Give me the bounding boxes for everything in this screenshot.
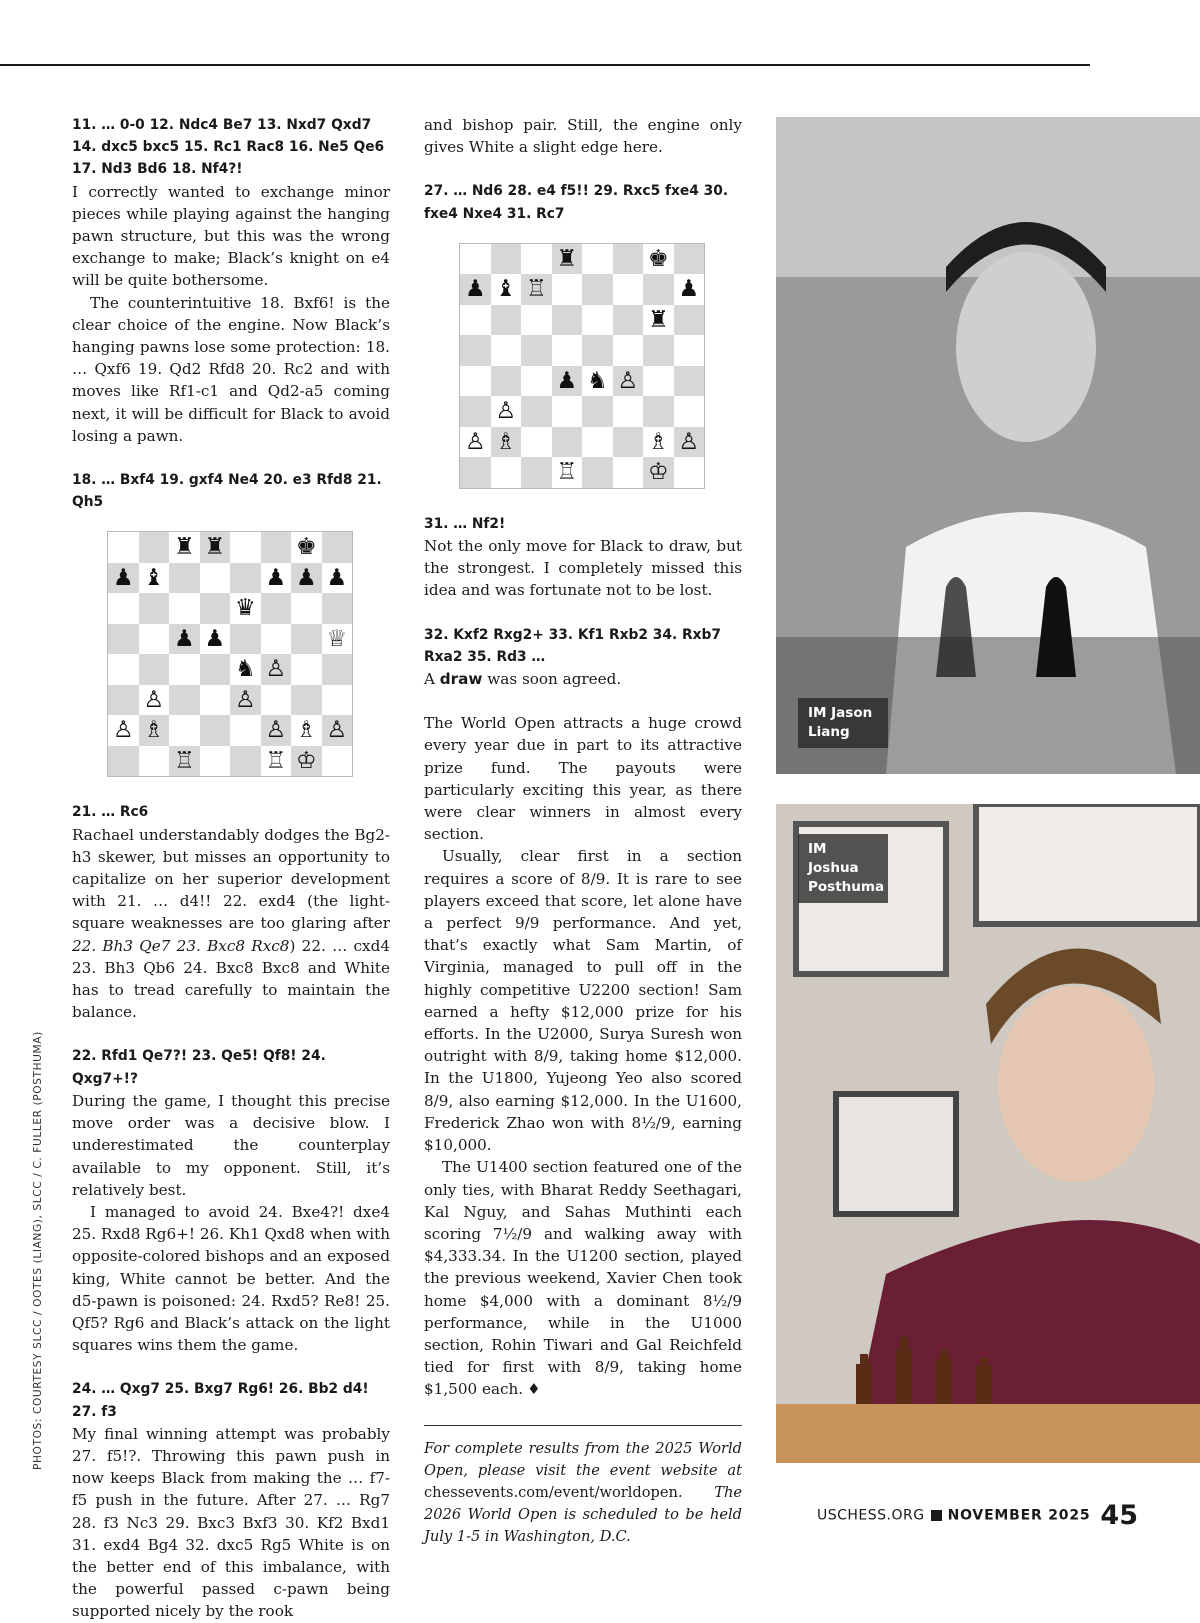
chess-piece-square: ♖	[169, 746, 200, 777]
event-url[interactable]: chessevents.com/event/worldopen	[424, 1483, 678, 1501]
chess-piece-square: ♙	[139, 685, 170, 716]
chess-piece-square: ♟	[552, 366, 583, 397]
chess-piece-square: ♟	[108, 563, 139, 594]
chess-piece-square: ♞	[582, 366, 613, 397]
paragraph: A draw was soon agreed.	[424, 670, 622, 689]
chess-piece-square: ♟	[674, 274, 705, 305]
board-square	[261, 685, 292, 716]
chess-diagram	[459, 243, 705, 489]
board-square	[460, 396, 491, 427]
chess-piece-square: ♖	[261, 746, 292, 777]
end-mark-icon: ♦	[527, 1380, 541, 1399]
move-text: 22. Rfd1 Qe7?! 23. Qe5! Qf8! 24. Qxg7+!?	[72, 1048, 326, 1087]
board-square	[108, 532, 139, 563]
board-square	[230, 746, 261, 777]
paragraph: The U1400 section featured one of the only ties, with Bharat Reddy Seethagari, Kal Nguy, and Sahas Muthinti each scoring 7½/9 and walking away with $4,333.34. In the U1200 section, played the previous weekend, Xavier Chen took home $4,000 with a dominant 8½/9 performance, while in the U1000 section, Rohin Tiwari and Gal Reichfeld tied for first with 8/9, taking home $1,500 each. ♦	[424, 1158, 742, 1399]
board-square	[291, 685, 322, 716]
board-square	[200, 746, 231, 777]
board-square	[460, 244, 491, 275]
chess-piece-square: ♞	[230, 654, 261, 685]
chess-piece-square: ♖	[521, 274, 552, 305]
chess-piece-square: ♙	[322, 715, 353, 746]
chess-piece-square: ♜	[169, 532, 200, 563]
board-square	[291, 654, 322, 685]
board-square	[613, 335, 644, 366]
move-text: 27. … Nd6 28. e4 f5!! 29. Rxc5 fxe4 30. fxe4 Nxe4 31. Rc7	[424, 183, 729, 222]
board-square	[169, 593, 200, 624]
board-square	[200, 563, 231, 594]
board-square	[230, 532, 261, 563]
article-column-1	[72, 114, 390, 1623]
board-square	[613, 396, 644, 427]
paragraph: I correctly wanted to exchange minor pieces while playing against the hanging pawn structure, but this was the wrong exchange to make; Black’s knight on e4 will be quite bothersome.	[72, 182, 390, 290]
board-square	[491, 335, 522, 366]
paragraph: Usually, clear first in a section requires a score of 8/9. It is rare to see players exceed that score, let alone have a perfect 9/9 performance. And yet, that’s exactly what Sam Martin, of Virginia, managed to pull off in the highly competitive U2200 section! Sam earned a hefty $12,000 prize for his efforts. In the U2000, Surya Suresh won outright with 8/9, taking home $12,000. In the U1800, Yujeong Yeo also scored 8/9, also earning $12,000. In the U1600, Frederick Zhao won with 8½/9, earning $10,000.	[424, 847, 742, 1155]
board-square	[582, 396, 613, 427]
chess-piece-square: ♜	[643, 305, 674, 336]
board-square	[613, 244, 644, 275]
square-separator-icon	[931, 1510, 942, 1521]
board-square	[261, 532, 292, 563]
chess-piece-square: ♟	[169, 624, 200, 655]
board-square	[169, 563, 200, 594]
board-square	[108, 624, 139, 655]
board-square	[261, 624, 292, 655]
board-square	[582, 427, 613, 458]
board-square	[521, 244, 552, 275]
board-square	[613, 457, 644, 488]
photo-caption: IM Joshua Posthuma	[798, 834, 888, 903]
results-note: For complete results from the 2025 World Open, please visit the event website at chessevents.com/event/worldopen. The 2026 World Open is scheduled to be held July 1-5 in Washington, D.C.	[424, 1439, 742, 1546]
board-square	[552, 396, 583, 427]
board-square	[552, 335, 583, 366]
board-square	[643, 335, 674, 366]
board-square	[200, 593, 231, 624]
paragraph: Rachael understandably dodges the Bg2-h3 skewer, but misses an opportunity to capitalize on her superior development with 21. … d4!! 22. exd4 (the light-square weaknesses are too glaring after 22. Bh3 Qe7 23. Bxc8 Rxc8) 22. … cxd4 23. Bh3 Qb6 24. Bxc8 Bxc8 and White has to tread carefully to maintain the balance.	[72, 825, 390, 1022]
chess-piece-square: ♖	[552, 457, 583, 488]
board-square	[582, 274, 613, 305]
board-square	[460, 335, 491, 366]
board-square	[230, 624, 261, 655]
chess-piece-square: ♟	[322, 563, 353, 594]
board-square	[491, 366, 522, 397]
board-square	[322, 593, 353, 624]
chess-piece-square: ♙	[261, 654, 292, 685]
board-square	[139, 593, 170, 624]
board-square	[552, 274, 583, 305]
chess-piece-square: ♝	[139, 563, 170, 594]
chess-diagram	[107, 531, 353, 777]
board-square	[230, 563, 261, 594]
board-square	[674, 335, 705, 366]
board-square	[200, 654, 231, 685]
board-square	[552, 305, 583, 336]
move-text: 32. Kxf2 Rxg2+ 33. Kf1 Rxb2 34. Rxb7 Rxa2 35. Rd3 …	[424, 626, 721, 665]
chess-piece-square: ♙	[674, 427, 705, 458]
board-square	[643, 366, 674, 397]
board-square	[291, 593, 322, 624]
board-square	[169, 715, 200, 746]
chess-piece-square: ♔	[291, 746, 322, 777]
board-square	[200, 685, 231, 716]
board-square	[521, 396, 552, 427]
chess-piece-square: ♗	[291, 715, 322, 746]
move-text: 24. … Qxg7 25. Bxg7 Rg6! 26. Bb2 d4! 27. f3	[72, 1381, 369, 1420]
paragraph: The counterintuitive 18. Bxf6! is the clear choice of the engine. Now Black’s hanging pawns lose some protection: 18. … Qxf6 19. Qd2 Rfd8 20. Rc2 and with moves like Rf1-c1 and Qd2-a5 coming next, it will be difficult for Black to avoid losing a pawn.	[72, 293, 390, 445]
chess-piece-square: ♟	[200, 624, 231, 655]
board-square	[322, 654, 353, 685]
board-square	[139, 654, 170, 685]
board-square	[674, 366, 705, 397]
chess-piece-square: ♗	[139, 715, 170, 746]
board-square	[643, 274, 674, 305]
board-square	[108, 746, 139, 777]
board-square	[521, 427, 552, 458]
board-square	[674, 244, 705, 275]
board-square	[674, 305, 705, 336]
chess-piece-square: ♙	[230, 685, 261, 716]
chess-piece-square: ♛	[230, 593, 261, 624]
board-square	[460, 305, 491, 336]
note-divider	[424, 1425, 742, 1426]
board-square	[108, 593, 139, 624]
chess-piece-square: ♟	[460, 274, 491, 305]
portrait-illustration	[776, 117, 1200, 774]
chess-piece-square: ♙	[613, 366, 644, 397]
board-square	[521, 366, 552, 397]
photo-jason-liang	[776, 117, 1200, 774]
paragraph: My final winning attempt was probably 27. f5!?. Throwing this pawn push in now keeps Black from making the … f7-f5 push in the future. After 27. … Rg7 28. f3 Nc3 29. Bxc3 Bxf3 30. Kf2 Bxd1 31. exd4 Bg4 32. dxc5 Rg5 White is on the better end of this imbalance, with the powerful passed c-pawn being supported nicely by the rook	[72, 1424, 390, 1621]
board-square	[582, 457, 613, 488]
board-square	[613, 274, 644, 305]
paragraph: and bishop pair. Still, the engine only gives White a slight edge here.	[424, 116, 742, 157]
board-square	[582, 244, 613, 275]
board-square	[674, 396, 705, 427]
board-square	[322, 532, 353, 563]
chess-piece-square: ♔	[643, 457, 674, 488]
board-square	[582, 305, 613, 336]
board-square	[521, 335, 552, 366]
paragraph: During the game, I thought this precise move order was a decisive blow. I underestimated the counterplay available to my opponent. Still, it’s relatively best.	[72, 1091, 390, 1199]
board-square	[230, 715, 261, 746]
board-square	[291, 624, 322, 655]
board-square	[139, 532, 170, 563]
board-square	[521, 305, 552, 336]
board-square	[643, 396, 674, 427]
board-square	[108, 654, 139, 685]
board-square	[521, 457, 552, 488]
board-square	[460, 366, 491, 397]
board-square	[169, 685, 200, 716]
chess-piece-square: ♜	[552, 244, 583, 275]
chess-piece-square: ♝	[491, 274, 522, 305]
paragraph: The World Open attracts a huge crowd every year due in part to its attractive prize fund. The payouts were particularly exciting this year, as there were clear winners in almost every section.	[424, 714, 742, 844]
board-square	[322, 685, 353, 716]
board-square	[491, 305, 522, 336]
photo-caption: IM Jason Liang	[798, 698, 888, 748]
board-square	[108, 685, 139, 716]
paragraph: Not the only move for Black to draw, but the strongest. I completely missed this idea and was fortunate not to be lost.	[424, 537, 742, 600]
board-square	[582, 335, 613, 366]
chess-piece-square: ♗	[491, 427, 522, 458]
chess-piece-square: ♙	[460, 427, 491, 458]
page-footer	[817, 1500, 1138, 1531]
board-square	[613, 305, 644, 336]
article-column-2	[424, 114, 742, 1549]
chess-piece-square: ♕	[322, 624, 353, 655]
page-number: 45	[1100, 1500, 1138, 1531]
board-square	[139, 746, 170, 777]
board-square	[491, 457, 522, 488]
board-square	[200, 715, 231, 746]
site-name: USCHESS.ORG	[816, 1507, 925, 1524]
move-text: 31. … Nf2!	[424, 515, 506, 532]
chess-piece-square: ♗	[643, 427, 674, 458]
board-square	[491, 244, 522, 275]
move-text: 21. … Rc6	[72, 804, 149, 821]
top-rule	[0, 64, 1090, 66]
board-square	[139, 624, 170, 655]
chess-piece-square: ♜	[200, 532, 231, 563]
chess-piece-square: ♙	[108, 715, 139, 746]
board-square	[552, 427, 583, 458]
board-square	[674, 457, 705, 488]
board-square	[169, 654, 200, 685]
board-square	[322, 746, 353, 777]
board-square	[460, 457, 491, 488]
chess-piece-square: ♙	[261, 715, 292, 746]
photo-credit: PHOTOS: COURTESY SLCC / OOTES (LIANG), SLCC / C. FULLER (POSTHUMA)	[32, 1031, 44, 1470]
paragraph: I managed to avoid 24. Bxe4?! dxe4 25. Rxd8 Rg6+! 26. Kh1 Qxd8 when with opposite-colored bishops and an exposed king, White cannot be better. And the d5-pawn is poisoned: 24. Rxd5? Re8! 25. Qf5? Rg6 and Black’s attack on the light squares wins them the game.	[72, 1202, 390, 1355]
issue-date: NOVEMBER 2025	[947, 1507, 1091, 1524]
chess-piece-square: ♚	[643, 244, 674, 275]
chess-piece-square: ♚	[291, 532, 322, 563]
move-text: 18. … Bxf4 19. gxf4 Ne4 20. e3 Rfd8 21. Qh5	[72, 472, 382, 511]
chess-piece-square: ♟	[261, 563, 292, 594]
chess-piece-square: ♙	[491, 396, 522, 427]
move-text: 11. … 0-0 12. Ndc4 Be7 13. Nxd7 Qxd7 14. dxc5 bxc5 15. Rc1 Rac8 16. Ne5 Qe6 17. Nd3 Bd6 18. Nf4?!	[72, 117, 385, 178]
board-square	[261, 593, 292, 624]
chess-piece-square: ♟	[291, 563, 322, 594]
board-square	[613, 427, 644, 458]
